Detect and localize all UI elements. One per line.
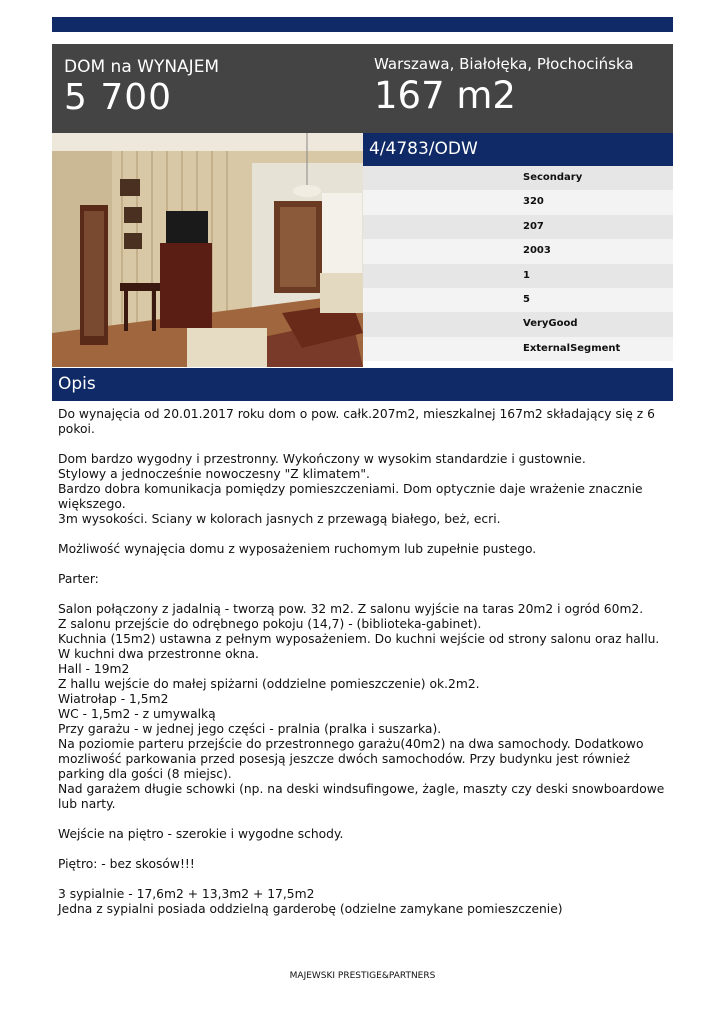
- description-line: [58, 587, 670, 602]
- description-line: 3 sypialnie - 17,6m2 + 13,3m2 + 17,5m2: [58, 887, 315, 901]
- param-row: 5: [363, 288, 673, 312]
- footer-agency: MAJEWSKI PRESTIGE&PARTNERS: [289, 971, 436, 981]
- description-line: Nad garażem długie schowki (np. na deski windsufingowe, żagle, maszty czy deski snowboardowe lub narty.: [58, 782, 669, 811]
- listing-header: [52, 44, 673, 133]
- param-row: VeryGood: [363, 312, 673, 336]
- reference-number: 4/4783/ODW: [363, 133, 673, 166]
- description-line: W kuchni dwa przestronne okna.: [58, 647, 259, 661]
- param-row: 207: [363, 215, 673, 239]
- description-line: WC - 1,5m2 - z umywalką: [58, 707, 216, 721]
- description-line: Dom bardzo wygodny i przestronny. Wykończony w wysokim standardzie i gustownie.: [58, 452, 586, 466]
- listing-area: 167 m2: [374, 74, 516, 117]
- description-line: Przy garażu - w jednej jego części - pralnia (pralka i suszarka).: [58, 722, 442, 736]
- description: [58, 407, 670, 917]
- description-line: Salon połączony z jadalnią - tworzą pow. 32 m2. Z salonu wyjście na taras 20m2 i ogród 60m2.: [58, 602, 644, 616]
- description-line: Parter:: [58, 572, 99, 586]
- property-photo: [52, 133, 363, 367]
- description-line: [58, 557, 670, 572]
- section-title: Opis: [52, 368, 673, 401]
- description-line: Z hallu wejście do małej spiżarni (oddzielne pomieszczenie) ok.2m2.: [58, 677, 480, 691]
- listing-price: 5 700: [64, 77, 173, 118]
- param-row: 1: [363, 264, 673, 288]
- param-row: 2003: [363, 239, 673, 263]
- param-row: ExternalSegment: [363, 337, 673, 361]
- description-line: Bardzo dobra komunikacja pomiędzy pomieszczeniami. Dom optycznie daje wrażenie znacznie większego.: [58, 482, 647, 511]
- parameters-table: [363, 166, 673, 361]
- description-line: Hall - 19m2: [58, 662, 130, 676]
- description-line: Wiatrołap - 1,5m2: [58, 692, 169, 706]
- description-line: [58, 842, 670, 857]
- description-line: Do wynajęcia od 20.01.2017 roku dom o pow. całk.207m2, mieszkalnej 167m2 składający się z 6 pokoi.: [58, 407, 659, 436]
- listing-location: Warszawa, Białołęka, Płochocińska: [374, 55, 634, 73]
- description-line: [58, 812, 670, 827]
- description-line: Z salonu przejście do odrębnego pokoju (14,7) - (biblioteka-gabinet).: [58, 617, 482, 631]
- description-line: [58, 527, 670, 542]
- description-line: [58, 872, 670, 887]
- top-accent-bar: [52, 17, 673, 32]
- description-line: Możliwość wynajęcia domu z wyposażeniem ruchomym lub zupełnie pustego.: [58, 542, 537, 556]
- description-line: Piętro: - bez skosów!!!: [58, 857, 195, 871]
- description-line: [58, 437, 670, 452]
- description-line: Jedna z sypialni posiada oddzielną garderobę (odzielne zamykane pomieszczenie): [58, 902, 563, 916]
- param-row: 320: [363, 190, 673, 214]
- description-line: Kuchnia (15m2) ustawna z pełnym wyposażeniem. Do kuchni wejście od strony salonu oraz hallu.: [58, 632, 660, 646]
- description-line: 3m wysokości. Sciany w kolorach jasnych z przewagą białego, beż, ecri.: [58, 512, 501, 526]
- description-line: Na poziomie parteru przejście do przestronnego garażu(40m2) na dwa samochody. Dodatkowo mozliwość parkowania przed posesją jeszcze dwóch samochodów. Przy budynku jest również parking dla gości (8 miejsc).: [58, 737, 648, 781]
- param-row: Secondary: [363, 166, 673, 190]
- description-line: Stylowy a jednocześnie nowoczesny "Z klimatem".: [58, 467, 370, 481]
- listing-type: DOM na WYNAJEM: [64, 57, 220, 77]
- description-line: Wejście na piętro - szerokie i wygodne schody.: [58, 827, 344, 841]
